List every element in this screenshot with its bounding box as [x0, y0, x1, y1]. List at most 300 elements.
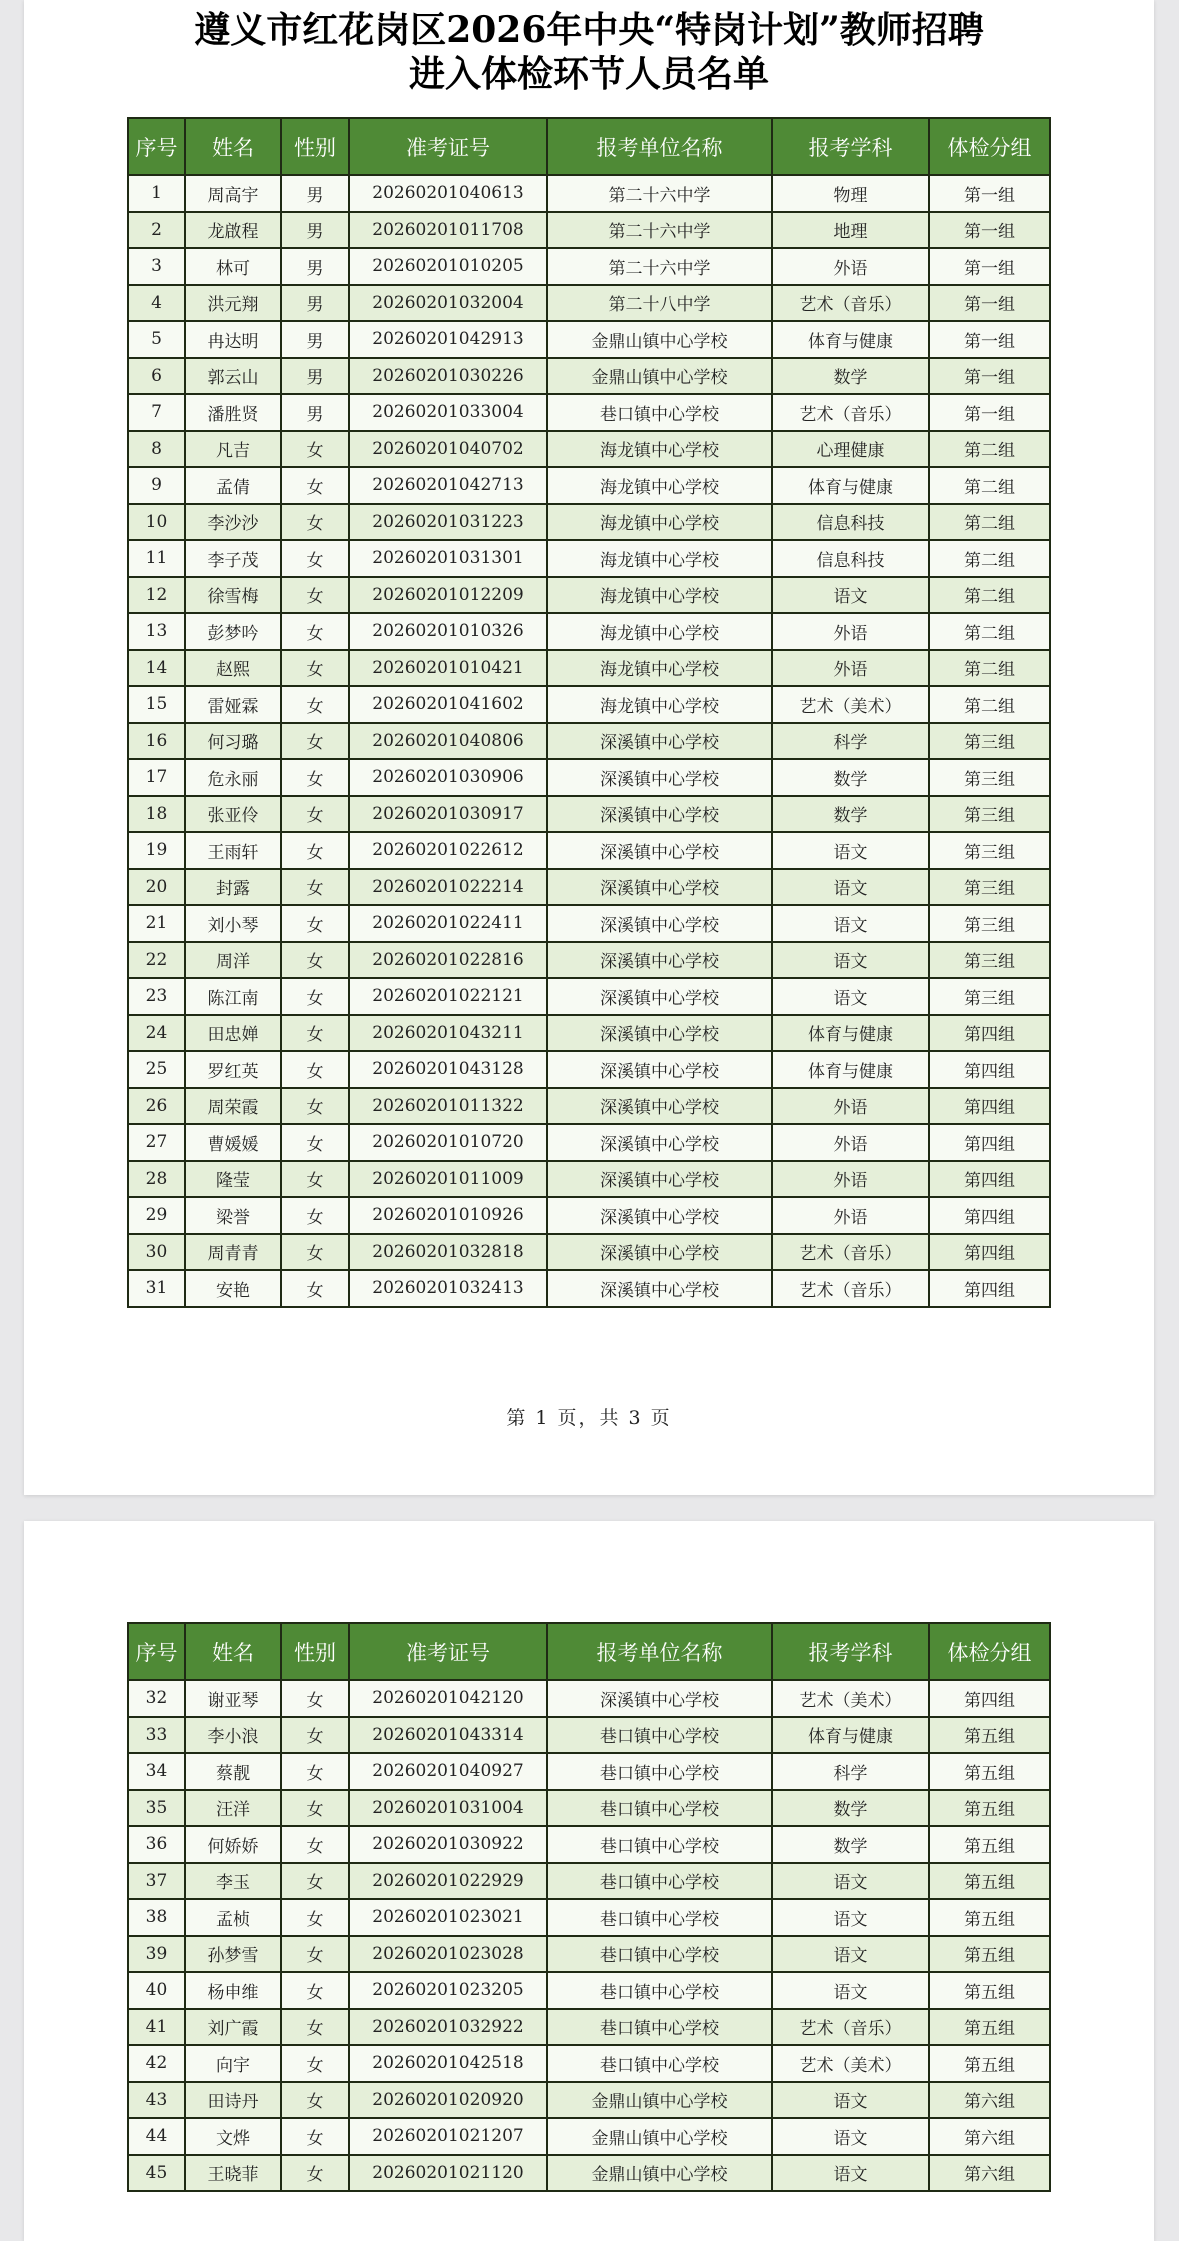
school-cell: 金鼎山镇中心学校: [547, 2155, 772, 2192]
school-cell: 海龙镇中心学校: [547, 577, 772, 614]
column-header: 报考单位名称: [547, 1623, 772, 1680]
gender-cell: 女: [281, 2155, 349, 2192]
group-cell: 第三组: [929, 869, 1050, 906]
subject-cell: 艺术（音乐）: [772, 285, 929, 322]
name-cell: 何娇娇: [185, 1826, 281, 1863]
gender-cell: 女: [281, 1936, 349, 1973]
group-cell: 第三组: [929, 832, 1050, 869]
school-cell: 深溪镇中心学校: [547, 869, 772, 906]
group-cell: 第一组: [929, 248, 1050, 285]
subject-cell: 语文: [772, 577, 929, 614]
seq-cell: 10: [128, 504, 185, 541]
group-cell: 第五组: [929, 1826, 1050, 1863]
group-cell: 第二组: [929, 431, 1050, 468]
column-header: 报考学科: [772, 118, 929, 175]
table-row: [128, 1234, 1050, 1271]
table-row: [128, 394, 1050, 431]
exam-id-cell: 20260201032818: [349, 1234, 547, 1271]
name-cell: 隆莹: [185, 1161, 281, 1198]
seq-cell: 40: [128, 1972, 185, 2009]
gender-cell: 女: [281, 1680, 349, 1717]
group-cell: 第四组: [929, 1161, 1050, 1198]
subject-cell: 语文: [772, 1972, 929, 2009]
subject-cell: 外语: [772, 248, 929, 285]
table-row: [128, 1161, 1050, 1198]
subject-cell: 语文: [772, 2082, 929, 2119]
seq-cell: 8: [128, 431, 185, 468]
school-cell: 深溪镇中心学校: [547, 942, 772, 979]
column-header: 体检分组: [929, 1623, 1050, 1680]
group-cell: 第四组: [929, 1015, 1050, 1052]
group-cell: 第一组: [929, 212, 1050, 249]
table-row: [128, 1899, 1050, 1936]
column-header: 姓名: [185, 1623, 281, 1680]
name-cell: 彭梦吟: [185, 613, 281, 650]
exam-id-cell: 20260201042518: [349, 2045, 547, 2082]
seq-cell: 21: [128, 905, 185, 942]
gender-cell: 女: [281, 1161, 349, 1198]
school-cell: 金鼎山镇中心学校: [547, 2118, 772, 2155]
document-page-1: [24, 0, 1154, 1495]
group-cell: 第二组: [929, 467, 1050, 504]
table-row: [128, 1270, 1050, 1307]
gender-cell: 女: [281, 1826, 349, 1863]
gender-cell: 女: [281, 613, 349, 650]
name-cell: 孙梦雪: [185, 1936, 281, 1973]
school-cell: 深溪镇中心学校: [547, 1680, 772, 1717]
school-cell: 深溪镇中心学校: [547, 796, 772, 833]
group-cell: 第四组: [929, 1088, 1050, 1125]
gender-cell: 女: [281, 540, 349, 577]
school-cell: 深溪镇中心学校: [547, 1234, 772, 1271]
seq-cell: 22: [128, 942, 185, 979]
gender-cell: 女: [281, 1051, 349, 1088]
group-cell: 第五组: [929, 1936, 1050, 1973]
seq-cell: 6: [128, 358, 185, 395]
name-cell: 孟桢: [185, 1899, 281, 1936]
exam-id-cell: 20260201011708: [349, 212, 547, 249]
name-cell: 李沙沙: [185, 504, 281, 541]
exam-id-cell: 20260201040702: [349, 431, 547, 468]
subject-cell: 语文: [772, 2118, 929, 2155]
name-cell: 梁誉: [185, 1197, 281, 1234]
seq-cell: 3: [128, 248, 185, 285]
group-cell: 第五组: [929, 1863, 1050, 1900]
group-cell: 第一组: [929, 358, 1050, 395]
name-cell: 张亚伶: [185, 796, 281, 833]
seq-cell: 14: [128, 650, 185, 687]
group-cell: 第五组: [929, 2045, 1050, 2082]
subject-cell: 地理: [772, 212, 929, 249]
table-row: [128, 978, 1050, 1015]
subject-cell: 外语: [772, 1124, 929, 1161]
gender-cell: 女: [281, 759, 349, 796]
group-cell: 第四组: [929, 1680, 1050, 1717]
table-row: [128, 2082, 1050, 2119]
table-row: [128, 175, 1050, 212]
school-cell: 深溪镇中心学校: [547, 905, 772, 942]
name-cell: 洪元翔: [185, 285, 281, 322]
subject-cell: 数学: [772, 1826, 929, 1863]
exam-id-cell: 20260201011009: [349, 1161, 547, 1198]
school-cell: 巷口镇中心学校: [547, 394, 772, 431]
group-cell: 第四组: [929, 1270, 1050, 1307]
subject-cell: 语文: [772, 869, 929, 906]
group-cell: 第三组: [929, 723, 1050, 760]
school-cell: 金鼎山镇中心学校: [547, 2082, 772, 2119]
seq-cell: 32: [128, 1680, 185, 1717]
name-cell: 罗红英: [185, 1051, 281, 1088]
subject-cell: 数学: [772, 1790, 929, 1827]
school-cell: 海龙镇中心学校: [547, 467, 772, 504]
table-row: [128, 1015, 1050, 1052]
gender-cell: 女: [281, 1972, 349, 2009]
group-cell: 第二组: [929, 540, 1050, 577]
gender-cell: 女: [281, 869, 349, 906]
exam-id-cell: 20260201021120: [349, 2155, 547, 2192]
subject-cell: 艺术（音乐）: [772, 2009, 929, 2046]
gender-cell: 女: [281, 577, 349, 614]
table-row: [128, 613, 1050, 650]
subject-cell: 物理: [772, 175, 929, 212]
gender-cell: 女: [281, 1124, 349, 1161]
table-header-row: [128, 1623, 1050, 1680]
group-cell: 第三组: [929, 796, 1050, 833]
exam-id-cell: 20260201030917: [349, 796, 547, 833]
gender-cell: 女: [281, 796, 349, 833]
exam-id-cell: 20260201023205: [349, 1972, 547, 2009]
exam-id-cell: 20260201022214: [349, 869, 547, 906]
seq-cell: 13: [128, 613, 185, 650]
gender-cell: 女: [281, 1899, 349, 1936]
seq-cell: 45: [128, 2155, 185, 2192]
seq-cell: 39: [128, 1936, 185, 1973]
name-cell: 徐雪梅: [185, 577, 281, 614]
name-cell: 周洋: [185, 942, 281, 979]
table-row: [128, 540, 1050, 577]
exam-id-cell: 20260201010205: [349, 248, 547, 285]
exam-id-cell: 20260201030226: [349, 358, 547, 395]
exam-id-cell: 20260201040613: [349, 175, 547, 212]
name-cell: 安艳: [185, 1270, 281, 1307]
table-row: [128, 650, 1050, 687]
name-cell: 王雨轩: [185, 832, 281, 869]
table-row: [128, 1717, 1050, 1754]
name-cell: 蔡靓: [185, 1753, 281, 1790]
subject-cell: 外语: [772, 1161, 929, 1198]
school-cell: 深溪镇中心学校: [547, 1051, 772, 1088]
group-cell: 第二组: [929, 650, 1050, 687]
school-cell: 巷口镇中心学校: [547, 1790, 772, 1827]
school-cell: 海龙镇中心学校: [547, 431, 772, 468]
group-cell: 第六组: [929, 2118, 1050, 2155]
exam-id-cell: 20260201022411: [349, 905, 547, 942]
subject-cell: 语文: [772, 905, 929, 942]
gender-cell: 女: [281, 942, 349, 979]
column-header: 报考单位名称: [547, 118, 772, 175]
subject-cell: 体育与健康: [772, 1015, 929, 1052]
gender-cell: 男: [281, 394, 349, 431]
column-header: 报考学科: [772, 1623, 929, 1680]
name-cell: 冉达明: [185, 321, 281, 358]
seq-cell: 34: [128, 1753, 185, 1790]
name-cell: 文烨: [185, 2118, 281, 2155]
exam-id-cell: 20260201021207: [349, 2118, 547, 2155]
gender-cell: 女: [281, 2118, 349, 2155]
subject-cell: 科学: [772, 723, 929, 760]
name-cell: 龙啟程: [185, 212, 281, 249]
table-row: [128, 467, 1050, 504]
subject-cell: 科学: [772, 1753, 929, 1790]
group-cell: 第五组: [929, 1717, 1050, 1754]
name-cell: 封露: [185, 869, 281, 906]
table-row: [128, 796, 1050, 833]
subject-cell: 数学: [772, 759, 929, 796]
group-cell: 第六组: [929, 2155, 1050, 2192]
group-cell: 第五组: [929, 1899, 1050, 1936]
table-row: [128, 1051, 1050, 1088]
school-cell: 深溪镇中心学校: [547, 723, 772, 760]
exam-id-cell: 20260201032922: [349, 2009, 547, 2046]
school-cell: 巷口镇中心学校: [547, 1717, 772, 1754]
subject-cell: 体育与健康: [772, 1717, 929, 1754]
column-header: 准考证号: [349, 1623, 547, 1680]
document-page-2: [24, 1521, 1154, 2241]
school-cell: 深溪镇中心学校: [547, 978, 772, 1015]
seq-cell: 17: [128, 759, 185, 796]
exam-id-cell: 20260201012209: [349, 577, 547, 614]
name-cell: 孟倩: [185, 467, 281, 504]
gender-cell: 女: [281, 1088, 349, 1125]
table-row: [128, 431, 1050, 468]
name-cell: 郭云山: [185, 358, 281, 395]
seq-cell: 19: [128, 832, 185, 869]
group-cell: 第三组: [929, 942, 1050, 979]
roster-table-page-2: [127, 1622, 1051, 2192]
exam-id-cell: 20260201032004: [349, 285, 547, 322]
exam-id-cell: 20260201042713: [349, 467, 547, 504]
subject-cell: 外语: [772, 1088, 929, 1125]
subject-cell: 外语: [772, 1197, 929, 1234]
table-row: [128, 248, 1050, 285]
gender-cell: 女: [281, 504, 349, 541]
school-cell: 巷口镇中心学校: [547, 1753, 772, 1790]
school-cell: 巷口镇中心学校: [547, 2045, 772, 2082]
school-cell: 第二十六中学: [547, 248, 772, 285]
table-row: [128, 686, 1050, 723]
seq-cell: 41: [128, 2009, 185, 2046]
name-cell: 刘小琴: [185, 905, 281, 942]
document-title-line-2: 进入体检环节人员名单: [408, 53, 769, 95]
seq-cell: 37: [128, 1863, 185, 1900]
subject-cell: 数学: [772, 358, 929, 395]
seq-cell: 12: [128, 577, 185, 614]
table-row: [128, 1972, 1050, 2009]
name-cell: 李玉: [185, 1863, 281, 1900]
group-cell: 第三组: [929, 978, 1050, 1015]
subject-cell: 语文: [772, 832, 929, 869]
gender-cell: 女: [281, 2082, 349, 2119]
subject-cell: 外语: [772, 650, 929, 687]
school-cell: 巷口镇中心学校: [547, 1899, 772, 1936]
name-cell: 何习璐: [185, 723, 281, 760]
exam-id-cell: 20260201010926: [349, 1197, 547, 1234]
seq-cell: 2: [128, 212, 185, 249]
gender-cell: 女: [281, 1717, 349, 1754]
column-header: 准考证号: [349, 118, 547, 175]
school-cell: 金鼎山镇中心学校: [547, 358, 772, 395]
seq-cell: 20: [128, 869, 185, 906]
exam-id-cell: 20260201043211: [349, 1015, 547, 1052]
table-row: [128, 212, 1050, 249]
table-row: [128, 2118, 1050, 2155]
name-cell: 田忠婵: [185, 1015, 281, 1052]
seq-cell: 7: [128, 394, 185, 431]
gender-cell: 女: [281, 431, 349, 468]
subject-cell: 艺术（美术）: [772, 686, 929, 723]
seq-cell: 9: [128, 467, 185, 504]
seq-cell: 43: [128, 2082, 185, 2119]
column-header: 性别: [281, 118, 349, 175]
school-cell: 海龙镇中心学校: [547, 504, 772, 541]
table-row: [128, 723, 1050, 760]
school-cell: 深溪镇中心学校: [547, 1124, 772, 1161]
name-cell: 王晓菲: [185, 2155, 281, 2192]
subject-cell: 心理健康: [772, 431, 929, 468]
name-cell: 雷娅霖: [185, 686, 281, 723]
subject-cell: 外语: [772, 613, 929, 650]
group-cell: 第四组: [929, 1051, 1050, 1088]
subject-cell: 艺术（音乐）: [772, 1270, 929, 1307]
group-cell: 第一组: [929, 175, 1050, 212]
table-row: [128, 1124, 1050, 1161]
exam-id-cell: 20260201022121: [349, 978, 547, 1015]
exam-id-cell: 20260201043128: [349, 1051, 547, 1088]
column-header: 体检分组: [929, 118, 1050, 175]
gender-cell: 男: [281, 358, 349, 395]
subject-cell: 语文: [772, 2155, 929, 2192]
subject-cell: 艺术（音乐）: [772, 394, 929, 431]
subject-cell: 艺术（美术）: [772, 2045, 929, 2082]
group-cell: 第二组: [929, 577, 1050, 614]
roster-table-page-1: [127, 117, 1051, 1308]
school-cell: 巷口镇中心学校: [547, 1936, 772, 1973]
gender-cell: 男: [281, 212, 349, 249]
seq-cell: 23: [128, 978, 185, 1015]
table-row: [128, 942, 1050, 979]
gender-cell: 男: [281, 285, 349, 322]
exam-id-cell: 20260201022612: [349, 832, 547, 869]
seq-cell: 18: [128, 796, 185, 833]
subject-cell: 语文: [772, 1936, 929, 1973]
gender-cell: 女: [281, 1863, 349, 1900]
exam-id-cell: 20260201031223: [349, 504, 547, 541]
table-row: [128, 321, 1050, 358]
school-cell: 巷口镇中心学校: [547, 1863, 772, 1900]
table-row: [128, 504, 1050, 541]
gender-cell: 女: [281, 650, 349, 687]
gender-cell: 女: [281, 2009, 349, 2046]
table-row: [128, 2155, 1050, 2192]
name-cell: 危永丽: [185, 759, 281, 796]
group-cell: 第五组: [929, 2009, 1050, 2046]
group-cell: 第一组: [929, 285, 1050, 322]
name-cell: 刘广霞: [185, 2009, 281, 2046]
exam-id-cell: 20260201020920: [349, 2082, 547, 2119]
seq-cell: 15: [128, 686, 185, 723]
exam-id-cell: 20260201010720: [349, 1124, 547, 1161]
subject-cell: 语文: [772, 1899, 929, 1936]
school-cell: 深溪镇中心学校: [547, 1161, 772, 1198]
table-row: [128, 1088, 1050, 1125]
exam-id-cell: 20260201043314: [349, 1717, 547, 1754]
exam-id-cell: 20260201032413: [349, 1270, 547, 1307]
table-row: [128, 905, 1050, 942]
gender-cell: 男: [281, 175, 349, 212]
school-cell: 海龙镇中心学校: [547, 650, 772, 687]
seq-cell: 38: [128, 1899, 185, 1936]
group-cell: 第三组: [929, 905, 1050, 942]
school-cell: 巷口镇中心学校: [547, 2009, 772, 2046]
subject-cell: 体育与健康: [772, 321, 929, 358]
school-cell: 金鼎山镇中心学校: [547, 321, 772, 358]
table-row: [128, 869, 1050, 906]
gender-cell: 女: [281, 723, 349, 760]
seq-cell: 24: [128, 1015, 185, 1052]
table-row: [128, 1826, 1050, 1863]
seq-cell: 11: [128, 540, 185, 577]
group-cell: 第二组: [929, 686, 1050, 723]
subject-cell: 语文: [772, 942, 929, 979]
gender-cell: 男: [281, 248, 349, 285]
exam-id-cell: 20260201030922: [349, 1826, 547, 1863]
gender-cell: 女: [281, 2045, 349, 2082]
table-row: [128, 1753, 1050, 1790]
table-row: [128, 285, 1050, 322]
column-header: 姓名: [185, 118, 281, 175]
school-cell: 海龙镇中心学校: [547, 686, 772, 723]
name-cell: 周荣霞: [185, 1088, 281, 1125]
subject-cell: 艺术（音乐）: [772, 1234, 929, 1271]
subject-cell: 语文: [772, 978, 929, 1015]
table-row: [128, 577, 1050, 614]
group-cell: 第六组: [929, 2082, 1050, 2119]
name-cell: 潘胜贤: [185, 394, 281, 431]
name-cell: 陈江南: [185, 978, 281, 1015]
table-row: [128, 1790, 1050, 1827]
page-number-footer: 第 1 页，共 3 页: [506, 1407, 672, 1429]
school-cell: 巷口镇中心学校: [547, 1972, 772, 2009]
school-cell: 深溪镇中心学校: [547, 832, 772, 869]
school-cell: 深溪镇中心学校: [547, 759, 772, 796]
school-cell: 海龙镇中心学校: [547, 540, 772, 577]
subject-cell: 信息科技: [772, 540, 929, 577]
group-cell: 第二组: [929, 613, 1050, 650]
exam-id-cell: 20260201042120: [349, 1680, 547, 1717]
gender-cell: 女: [281, 1753, 349, 1790]
gender-cell: 女: [281, 1197, 349, 1234]
name-cell: 杨申维: [185, 1972, 281, 2009]
seq-cell: 35: [128, 1790, 185, 1827]
seq-cell: 27: [128, 1124, 185, 1161]
name-cell: 周青青: [185, 1234, 281, 1271]
school-cell: 深溪镇中心学校: [547, 1088, 772, 1125]
gender-cell: 女: [281, 978, 349, 1015]
group-cell: 第五组: [929, 1753, 1050, 1790]
seq-cell: 44: [128, 2118, 185, 2155]
subject-cell: 艺术（美术）: [772, 1680, 929, 1717]
table-row: [128, 358, 1050, 395]
